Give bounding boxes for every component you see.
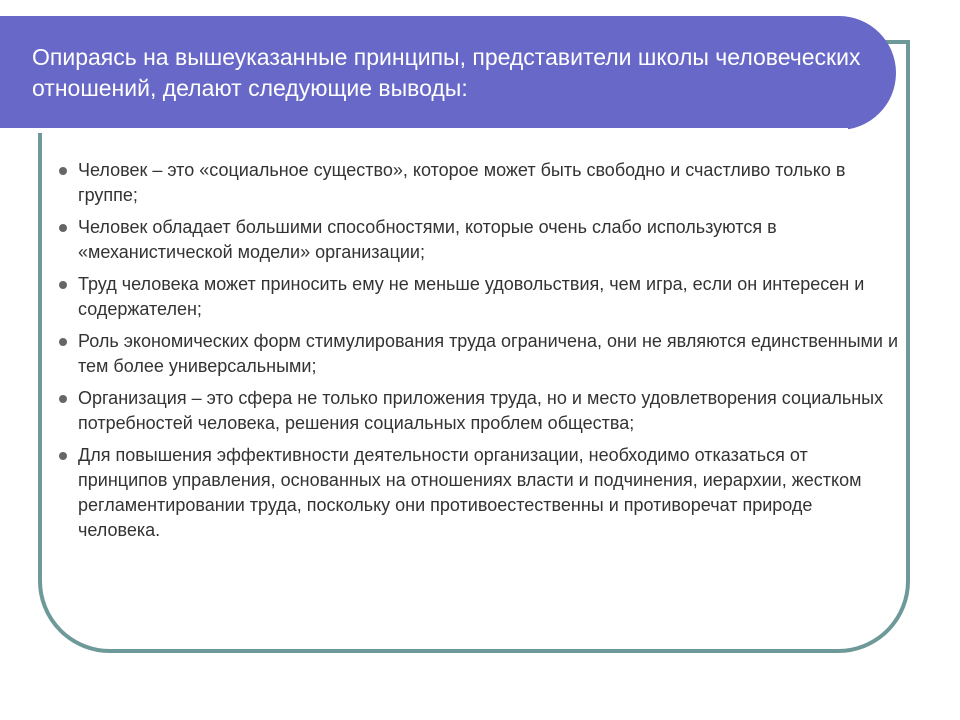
bullet-dot-icon: [59, 452, 67, 460]
bullet-dot-icon: [59, 224, 67, 232]
bullet-text: Человек – это «социальное существо», которое может быть свободно и счастливо только в группе;: [78, 160, 846, 205]
bullet-item: [58, 272, 898, 322]
bullet-item: [58, 443, 898, 543]
bullet-text: Труд человека может приносить ему не меньше удовольствия, чем игра, если он интересен и содержателен;: [78, 274, 865, 319]
bullet-text: Организация – это сфера не только приложения труда, но и место удовлетворения социальных потребностей человека, решения социальных проблем общества;: [78, 388, 884, 433]
bullet-list: [58, 158, 898, 550]
bullet-item: [58, 329, 898, 379]
bullet-dot-icon: [59, 167, 67, 175]
bullet-text: Роль экономических форм стимулирования труда ограничена, они не являются единственными и тем более универсальными;: [78, 331, 899, 376]
bullet-text: Человек обладает большими способностями, которые очень слабо используются в «механистической модели» организации;: [78, 217, 777, 262]
bullet-dot-icon: [59, 281, 67, 289]
bullet-item: [58, 386, 898, 436]
bullet-dot-icon: [59, 395, 67, 403]
title-underline: [0, 128, 848, 133]
bullet-item: [58, 158, 898, 208]
bullet-dot-icon: [59, 338, 67, 346]
bullet-text: Для повышения эффективности деятельности организации, необходимо отказаться от принципов управления, основанных на отношениях власти и подчинения, иерархии, жестком регламентировании труда, поскольку они противоестественны и противоречат природе человека.: [78, 445, 862, 540]
slide-title: Опираясь на вышеуказанные принципы, представители школы человеческих отношений, делают следующие выводы:: [32, 44, 861, 101]
bullet-item: [58, 215, 898, 265]
